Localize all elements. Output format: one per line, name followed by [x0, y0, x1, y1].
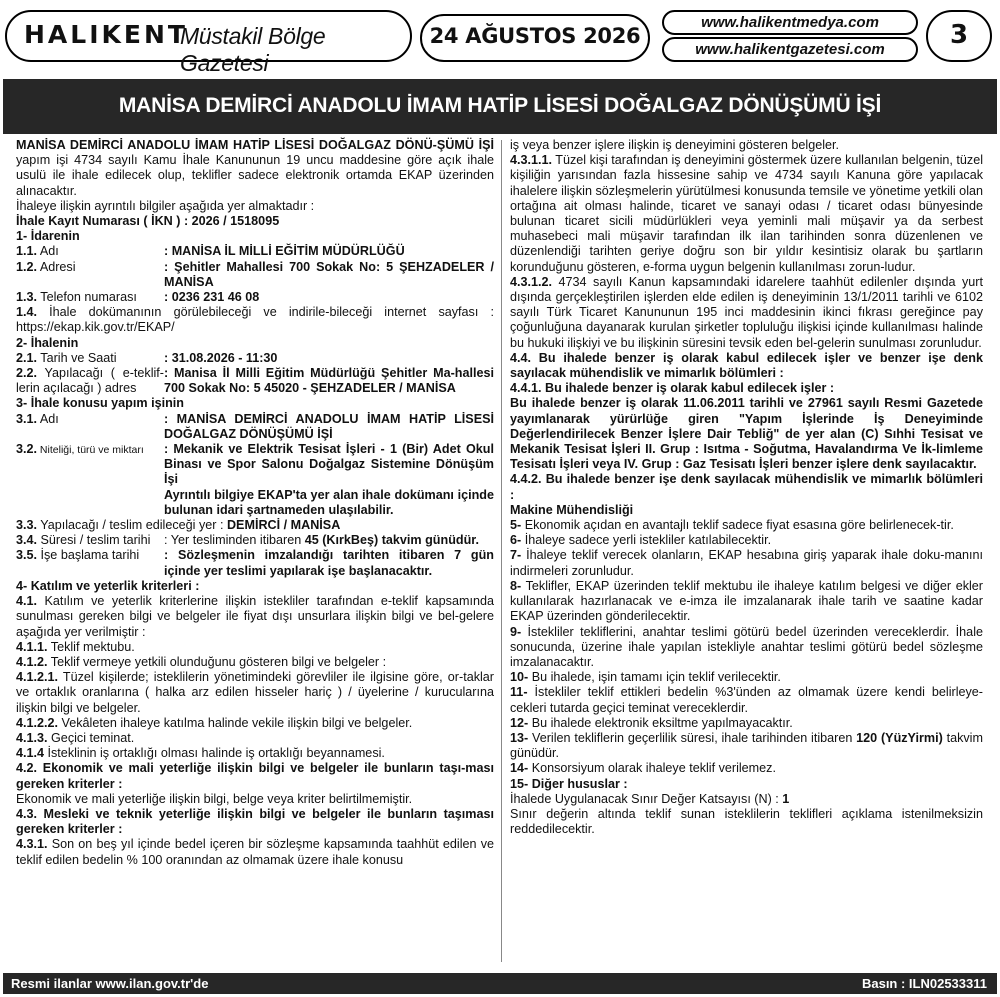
website-link-secondary[interactable]: www.halikentgazetesi.com: [662, 37, 918, 62]
work-duration-days: 45 (KırkBeş) takvim günüdür.: [304, 533, 479, 548]
intro-title: MANİSA DEMİRCİ ANADOLU İMAM HATİP LİSESİ DOĞALGAZ DÖNÜ-ŞÜMÜ İŞİ: [16, 138, 494, 152]
headline: MANİSA DEMİRCİ ANADOLU İMAM HATİP LİSESİ DOĞALGAZ DÖNÜŞÜMÜ İŞİ: [118, 94, 882, 117]
document-page-row: [16, 305, 494, 335]
clause-4-4-1-title: 4.4.1. Bu ihalede benzer iş olarak kabul edilecek işler :: [510, 381, 835, 396]
clause-text: Son on beş yıl içinde bedel içeren bir sözleşme kapsamında taahhüt edilen ve teklif edilen bedelin % 100 oranından az olmamak üzere ihale konusu: [16, 837, 494, 867]
clause-4-2-text: Ekonomik ve mali yeterliğe ilişkin bilgi, belge veya kriter belirtilmemiştir.: [16, 791, 413, 806]
newspaper-tagline: Müstakil Bölge Gazetesi: [180, 23, 326, 76]
work-start-row: [16, 548, 494, 578]
clause-12: [510, 716, 983, 731]
clause-text: Katılım ve yeterlik kriterlerine ilişkin istekliler tarafından e-teklif kapsamında sunulması gereken bilgi ve belgeler ile fiyat dışı unsurlara ilişkin bilgi ve bel-gelere aşağıda yer verilmiştir :: [16, 594, 494, 639]
headline-bar: [3, 79, 997, 134]
item-label: Süresi / teslim tarihi: [37, 533, 151, 548]
clause-4-2-title: 4.2. Ekonomik ve mali yeterliğe ilişkin bilgi ve belgeler ile bunların taşı-ması gereken kriterler :: [16, 761, 494, 791]
tender-datetime: : 31.08.2026 - 11:30: [164, 350, 278, 365]
item-number: 3.5.: [16, 548, 38, 563]
item-number: 5-: [510, 518, 522, 533]
authority-name-row: [16, 244, 494, 259]
work-name-row: [16, 412, 494, 442]
clause-4-3-title: 4.3. Mesleki ve teknik yeterliğe ilişkin bilgi ve belgeler ile bunların taşıması gereken kriterler :: [16, 806, 494, 837]
clause-4-1-2: [16, 655, 494, 670]
clause-4-3-1-2: [510, 275, 983, 351]
clause-4-1-2-1: [16, 670, 494, 716]
clause-text: Bu ihalede, işin tamamı için teklif verilecektir.: [528, 670, 781, 685]
right-column: [510, 138, 983, 837]
details-intro: İhaleye ilişkin ayrıntılı bilgiler aşağıda yer almaktadır :: [16, 198, 315, 213]
work-duration-prefix: : Yer tesliminden itibaren: [164, 533, 305, 548]
clause-text: Geçici teminat.: [47, 730, 135, 745]
brand-banner: [5, 10, 412, 76]
authority-address-row: [16, 260, 494, 290]
item-number: 3.2.: [16, 442, 38, 457]
clause-15-text: Sınır değerin altında teklif sunan isteklilerin teklifleri açıklama istenilmeksizin reddedilecektir.: [510, 806, 983, 837]
authority-address: : Şehitler Mahallesi 700 Sokak No: 5 ŞEHZADELER / MANİSA: [164, 259, 494, 289]
date-banner: [420, 14, 650, 62]
item-number: 14-: [510, 761, 529, 776]
clause-text: İstekliler tekliflerini, anahtar teslimi götürü bedel üzerinden vereceklerdir. İhale sonucunda, üzerine ihale yapılan istekliyle anahtar teslimi götürü bedel sözleşme imzalanacaktır.: [510, 624, 983, 669]
website-link-primary[interactable]: www.halikentmedya.com: [662, 10, 918, 35]
clause-text-end: takvim günüdür.: [510, 730, 983, 761]
clause-7: [510, 548, 983, 578]
item-number: 4.1.2.2.: [16, 715, 59, 730]
item-number: 8-: [510, 578, 522, 593]
item-label: Tarih ve Saati: [37, 350, 117, 365]
clause-text: 4734 sayılı Kanun kapsamındaki idarelere taahhüt edilenler dışında yurt dışında gerçekleştirilen işlerden elde edilen iş deneyiminin 13/1/2011 tarihli ve 6102 sayılı Türk Ticaret Kanununun 195 inci maddesinin ikinci fıkrası gereğince pay çoğunluğuna dayanarak kurulan şirketler topluluğu ilişkisi içinde kullanılması halinde bu hukuki ilişkiyi ve bu ilişkinin süresini tevsik eden bel-gelerin sunulması zorunludur.: [510, 274, 983, 350]
item-number: 1.3.: [16, 290, 38, 305]
work-duration: [164, 533, 494, 548]
threshold-coefficient: [510, 792, 983, 807]
authority-phone-row: [16, 290, 494, 305]
clause-4-1: [16, 594, 494, 640]
continued-text: iş veya benzer işlere ilişkin iş deneyimini gösteren belgeler.: [510, 138, 839, 152]
column-divider: [501, 140, 502, 962]
clause-4-1-3: [16, 731, 494, 746]
item-number: 4.1.: [16, 594, 38, 609]
section-4-title: 4- Katılım ve yeterlik kriterleri :: [16, 578, 200, 593]
clause-14: [510, 761, 983, 776]
clause-4-3-1-1: [510, 153, 983, 275]
item-number: 1.2.: [16, 259, 38, 274]
clause-text: Tüzel kişi tarafından iş deneyimini göstermek üzere kullanılan belgenin, tüzel kişiliğin yarısından fazla hissesine sahip ve 4734 sayılı Kanuna göre yapılacak ihalelere ilişkin sözleşmelerin yürütülmesi konusunda temsile ve yönetime yetkili olan ortağına ait olması halinde, ticaret ve sanayi odası / ticaret odası bünyesinde bulunan ticaret sicili müdürlükleri veya yeminli mali müşavir ya da serbest muhasebeci mali müşavir tarafından ilk ilan tarihinden sonra düzenlenen ve düzenlendiği tarihten geriye doğru son bir yıldır kesintisiz olarak bu şartların korunduğunu gösteren, e-forma uygun belgenin kullanılması zorun-ludur.: [510, 153, 984, 274]
clause-text: Konsorsiyum olarak ihaleye teklif verilemez.: [528, 761, 776, 776]
left-column: [16, 138, 494, 868]
clause-13: [510, 731, 983, 761]
clause-15-title: 15- Diğer hususlar :: [510, 776, 628, 791]
clause-text: İsteklinin iş ortaklığı olması halinde iş ortaklığı beyannamesi.: [44, 746, 385, 761]
item-label: Adı: [37, 244, 59, 259]
item-number: 4.3.1.1.: [510, 153, 553, 168]
validity-days: 120 (YüzYirmi): [856, 730, 943, 745]
item-number: 12-: [510, 715, 529, 730]
clause-11: [510, 685, 983, 715]
section-3-title: 3- İhale konusu yapım işinin: [16, 396, 184, 411]
threshold-label: İhalede Uygulanacak Sınır Değer Katsayısı (N) :: [510, 791, 783, 806]
item-number: 3.1.: [16, 411, 38, 426]
clause-10: [510, 670, 983, 685]
clause-4-4-2-title: 4.4.2. Bu ihalede benzer işe denk sayılacak mühendislik ve mimarlık bölümleri :: [510, 472, 983, 502]
item-number: 4.3.1.2.: [510, 274, 553, 289]
work-nature-row: [16, 442, 494, 518]
clause-5: [510, 518, 983, 533]
clause-4-4-2-text: Makine Mühendisliği: [510, 502, 634, 517]
clause-text: İstekliler teklif ettikleri bedelin %3'ünden az olmamak üzere kendi belirleye-cekleri tutarda geçici teminat vereceklerdir.: [510, 685, 983, 715]
item-number: 1.4.: [16, 305, 38, 320]
clause-6: [510, 533, 983, 548]
item-number: 3.4.: [16, 533, 38, 548]
clause-text: Vekâleten ihaleye katılma halinde vekile ilişkin bilgi ve belgeler.: [58, 715, 413, 730]
authority-name: : MANİSA İL MİLLİ EĞİTİM MÜDÜRLÜĞÜ: [164, 244, 405, 259]
section-1-title: 1- İdarenin: [16, 229, 80, 244]
clause-text: Ekonomik açıdan en avantajlı teklif sadece fiyat esasına göre belirlenecek-tir.: [521, 518, 954, 533]
work-nature: [164, 442, 494, 518]
item-number: 4.1.2.: [16, 654, 48, 669]
tender-address-row: [16, 366, 494, 396]
clause-8: [510, 579, 983, 625]
item-number: 4.1.3.: [16, 730, 48, 745]
tender-address: : Manisa İl Milli Eğitim Müdürlüğü Şehitler Ma-hallesi 700 Sokak No: 5 45020 - ŞEHZADELER / MANİSA: [164, 366, 494, 396]
clause-4-1-1: [16, 640, 494, 655]
masthead: [0, 0, 1000, 75]
item-number: 9-: [510, 624, 522, 639]
item-label: Yapılacağı ( e-teklif-lerin açılacağı ) adres: [16, 366, 164, 396]
item-number: 1.1.: [16, 244, 38, 259]
work-location-row: [16, 518, 494, 533]
item-number: 4.1.4: [16, 746, 45, 761]
section-2-title: 2- İhalenin: [16, 335, 79, 350]
official-ads-link[interactable]: Resmi ilanlar www.ilan.gov.tr'de: [11, 976, 209, 991]
clause-text: Verilen tekliflerin geçerlilik süresi, ihale tarihinden itibaren: [528, 730, 857, 745]
intro-text: yapım işi 4734 sayılı Kamu İhale Kanununun 19 uncu maddesine göre açık ihale usulü ile ihale edilecek olup, teklifler sadece elektronik ortamda EKAP üzerinden alınacaktır.: [16, 153, 494, 198]
item-label: İşe başlama tarihi: [37, 548, 140, 563]
clause-4-1-2-2: [16, 716, 494, 731]
item-label: Yapılacağı / teslim edileceği yer :: [37, 518, 227, 533]
ekap-url[interactable]: : https://ekap.kik.gov.tr/EKAP/: [16, 305, 494, 335]
item-number: 11-: [510, 685, 528, 700]
clause-text: Teklif vermeye yetkili olunduğunu gösteren bilgi ve belgeler :: [47, 654, 387, 669]
tender-datetime-row: [16, 351, 494, 366]
item-number: 4.3.1.: [16, 837, 48, 852]
item-label: Niteliği, türü ve miktarı: [37, 444, 144, 457]
work-start: : Sözleşmenin imzalandığı tarihten itibaren 7 gün içinde yer teslimi yapılarak işe başlanacaktır.: [164, 548, 494, 578]
item-number: 4.1.2.1.: [16, 670, 59, 685]
item-number: 3.3.: [16, 518, 38, 533]
work-nature-text: : Mekanik ve Elektrik Tesisat İşleri - 1 (Bir) Adet Okul Binası ve Spor Salonu Doğalgaz Sistemine Dönüşüm İşi: [164, 442, 494, 487]
item-number: 7-: [510, 548, 522, 563]
work-location: DEMİRCİ / MANİSA: [226, 518, 341, 533]
clause-text: Bu ihalede elektronik eksiltme yapılmayacaktır.: [528, 715, 793, 730]
item-number: 2.1.: [16, 350, 38, 365]
item-number: 10-: [510, 670, 529, 685]
item-label: Adı: [37, 411, 59, 426]
work-duration-row: [16, 533, 494, 548]
page-number: 3: [926, 10, 992, 62]
newspaper-name: HALIKENT: [24, 20, 188, 49]
item-label: Adresi: [37, 259, 76, 274]
item-number: 6-: [510, 533, 522, 548]
ikn-line: İhale Kayıt Numarası ( İKN ) : 2026 / 1518095: [16, 214, 280, 229]
clause-text: Teklifler, EKAP üzerinden teklif mektubu ile ihaleye katılım belgesi ve diğer ekler kullanılarak hazırlanacak ve e-imza ile imzalanarak ihale tarih ve saatine kadar EKAP üzerinden gönderilecektir.: [510, 578, 983, 624]
press-code: Basın : ILN02533311: [861, 976, 987, 991]
item-label: İhale dokümanının görülebileceği ve indirile-bileceği internet sayfası: [37, 305, 479, 320]
clause-4-3-1: [16, 837, 494, 867]
clause-text: İhaleye sadece yerli istekliler katılabilecektir.: [521, 533, 772, 548]
clause-4-4-title: 4.4. Bu ihalede benzer iş olarak kabul edilecek işler ve benzer işe denk sayılacak mühendislik ve mimarlık bölümleri :: [510, 350, 983, 381]
clause-text: İhaleye teklif verecek olanların, EKAP hesabına giriş yaparak ihale doku-manını indirmeleri zorunludur.: [510, 548, 983, 578]
clause-9: [510, 625, 983, 671]
item-number: 13-: [510, 730, 529, 745]
threshold-value: 1: [782, 791, 790, 806]
intro-paragraph: [16, 138, 494, 199]
footer-bar: [3, 973, 997, 994]
clause-text: Tüzel kişilerde; isteklilerin yönetimindeki görevliler ile ilgisine göre, or-taklar ve ortaklık oranlarına ( halka arz edilen hisseler hariç ) / üyelerine / kurucularına ilişkin bilgi ve belgeler.: [16, 670, 494, 715]
authority-phone: : 0236 231 46 08: [164, 290, 260, 305]
issue-date: 24 AĞUSTOS 2026: [429, 24, 641, 48]
work-nature-note: Ayrıntılı bilgiye EKAP'ta yer alan ihale dokümanı içinde bulunan idari şartnameden ulaşılabilir.: [164, 487, 494, 517]
clause-text: Teklif mektubu.: [47, 639, 135, 654]
clause-4-4-1-text: Bu ihalede benzer iş olarak 11.06.2011 tarihli ve 27961 sayılı Resmi Gazetede yayımlanarak yürürlüğe giren "Yapım İşlerinde İş Deneyiminde Değerlendirilecek Benzer İşlere Dair Tebliğ" de yer alan (C) Sıhhi Tesisat ve Mekanik Tesisat İşleri II. Grup : Isıtma - Soğutma, Havalandırma Ve İk-limleme Tesisatı İşleri veya IV. Grup : Gaz Tesisatı İşleri benzer işlere denk sayılacaktır.: [510, 396, 983, 472]
clause-4-1-4: [16, 746, 494, 761]
item-label: Telefon numarası: [37, 290, 137, 305]
item-number: 4.1.1.: [16, 639, 48, 654]
work-name: : MANİSA DEMİRCİ ANADOLU İMAM HATİP LİSESİ DOĞALGAZ DÖNÜŞÜMÜ İŞİ: [164, 411, 494, 441]
item-number: 2.2.: [16, 366, 38, 381]
